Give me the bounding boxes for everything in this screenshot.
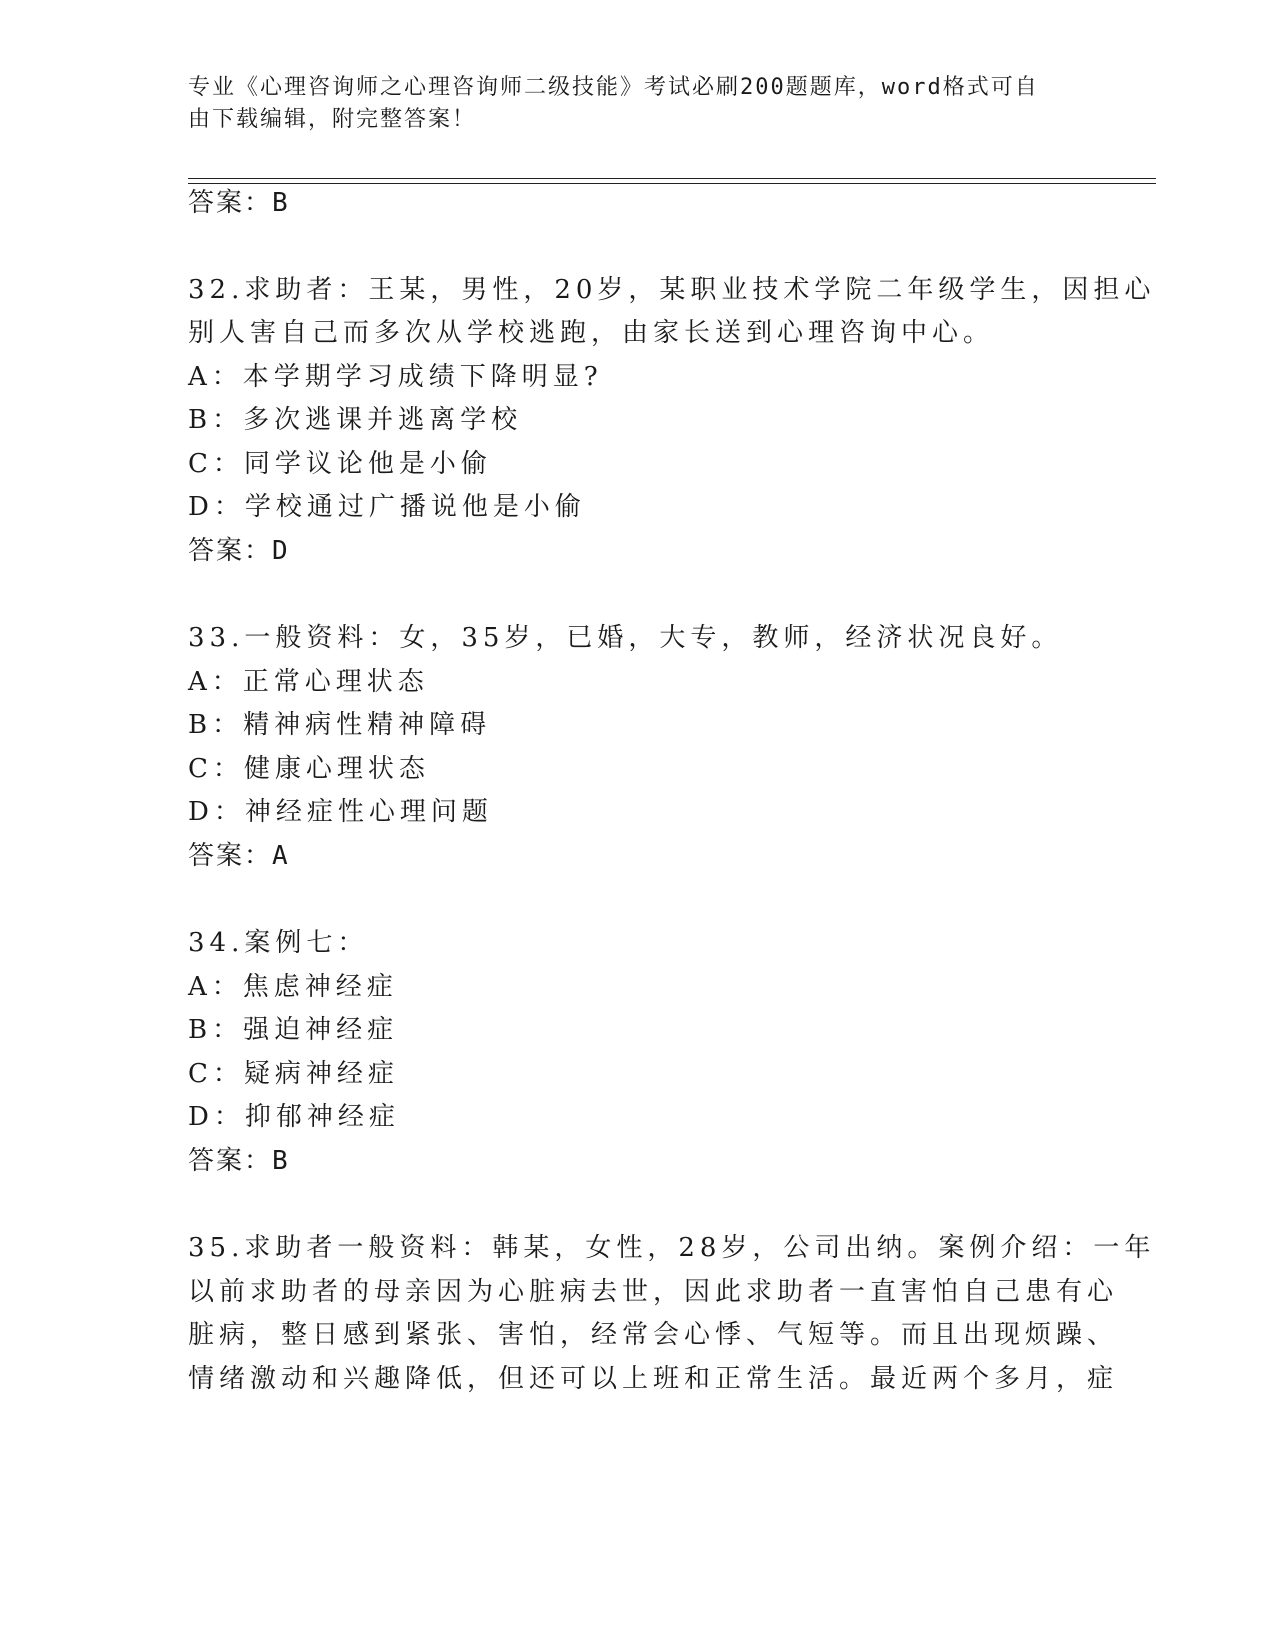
option-a: A：焦虑神经症 <box>188 972 398 1002</box>
question-stem-line: 32.求助者：王某，男性，20岁，某职业技术学院二年级学生，因担心 <box>188 275 1156 305</box>
question-stem-line: 以前求助者的母亲因为心脏病去世，因此求助者一直害怕自己患有心 <box>188 1277 1119 1307</box>
question-stem-line: 别人害自己而多次从学校逃跑，由家长送到心理咨询中心。 <box>188 318 995 348</box>
option-d: D：神经症性心理问题 <box>188 797 493 827</box>
header-divider-top <box>188 178 1156 179</box>
question-stem-line: 33.一般资料：女，35岁，已婚，大专，教师，经济状况良好。 <box>188 623 1063 653</box>
option-b: B：强迫神经症 <box>188 1015 399 1045</box>
header-divider-bottom <box>188 183 1156 184</box>
option-d: D：学校通过广播说他是小偷 <box>188 492 586 522</box>
question-stem-line: 脏病，整日感到紧张、害怕，经常会心悸、气短等。而且出现烦躁、 <box>188 1320 1119 1350</box>
answer-line: 答案：D <box>188 536 290 566</box>
option-d: D：抑郁神经症 <box>188 1102 400 1132</box>
question-stem-line: 34.案例七： <box>188 928 369 958</box>
answer-line: 答案：A <box>188 841 290 871</box>
option-b: B：多次逃课并逃离学校 <box>188 405 523 435</box>
document-header <box>188 72 1088 136</box>
answer-line: 答案：B <box>188 1146 290 1176</box>
option-b: B：精神病性精神障碍 <box>188 710 492 740</box>
option-c: C：疑病神经症 <box>188 1059 399 1089</box>
answer-line: 答案：B <box>188 188 290 218</box>
header-line-2: 由下载编辑，附完整答案！ <box>188 107 477 132</box>
header-line-1: 专业《心理咨询师之心理咨询师二级技能》考试必刷200题题库，word格式可自 <box>188 75 1039 100</box>
question-stem-line: 情绪激动和兴趣降低，但还可以上班和正常生活。最近两个多月，症 <box>188 1364 1119 1394</box>
option-a: A：本学期学习成绩下降明显? <box>188 362 603 392</box>
option-c: C：健康心理状态 <box>188 754 430 784</box>
question-stem-line: 35.求助者一般资料：韩某，女性，28岁，公司出纳。案例介绍：一年 <box>188 1233 1156 1263</box>
option-a: A：正常心理状态 <box>188 667 429 697</box>
option-c: C：同学议论他是小偷 <box>188 449 492 479</box>
